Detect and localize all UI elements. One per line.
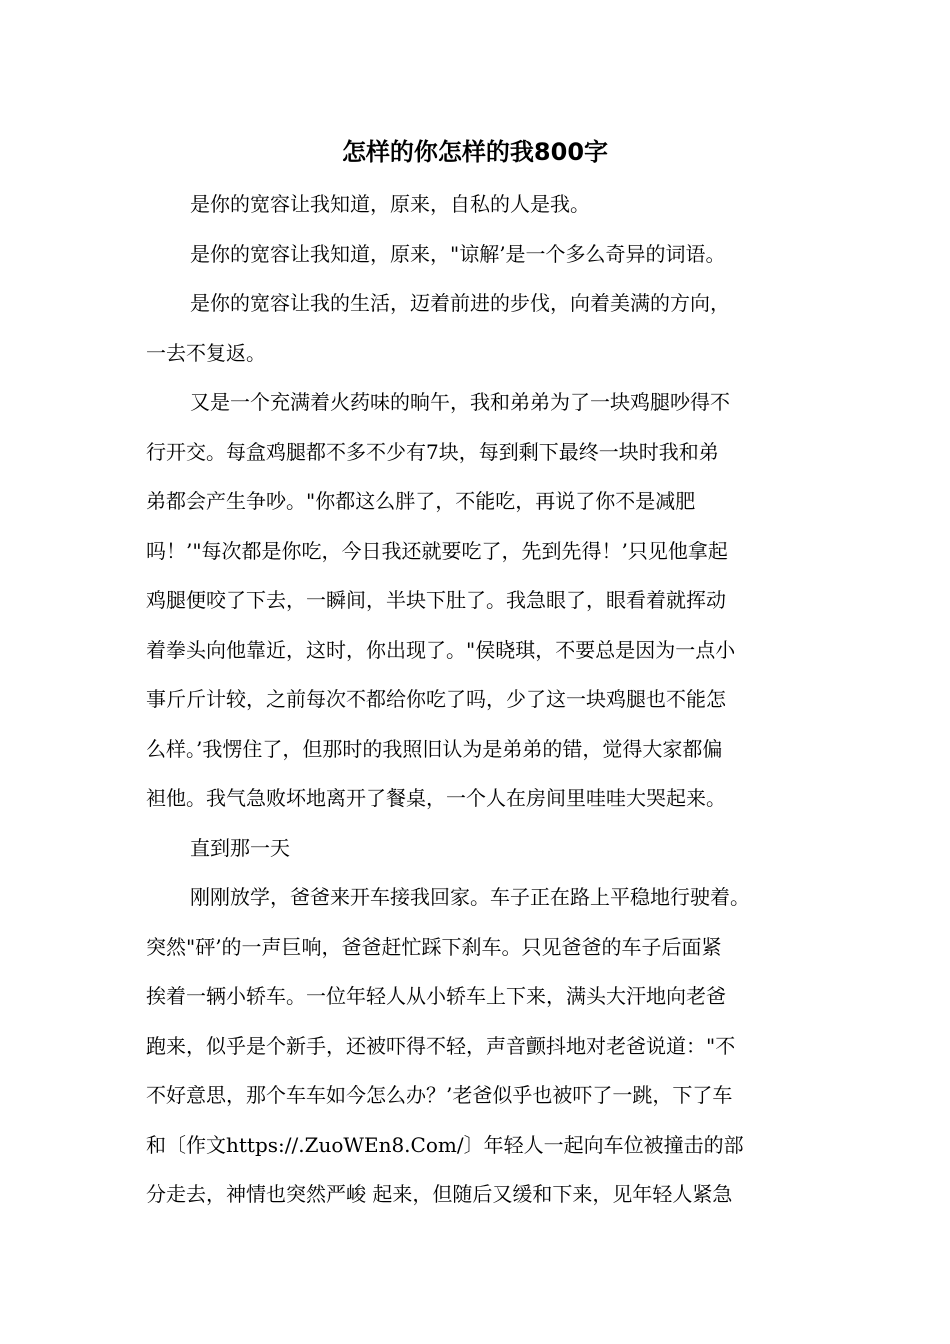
paragraph-line: 是你的宽容让我知道，原来，"谅解’是一个多么奇异的词语。 [190, 241, 726, 266]
paragraph-line: 么样。’我愣住了，但那时的我照旧认为是弟弟的错，觉得大家都偏 [146, 736, 723, 761]
paragraph-line: 吗！’"每次都是你吃，今日我还就要吃了，先到先得！’只见他拿起 [146, 538, 728, 563]
paragraph-line: 弟都会产生争吵。"你都这么胖了，不能吃，再说了你不是减肥 [146, 489, 696, 513]
paragraph-line: 不好意思，那个车车如今怎么办？’老爸似乎也被吓了一跳，下了车 [146, 1083, 733, 1107]
paragraph-line: 跑来，似乎是个新手，还被吓得不轻，声音颤抖地对老爸说道："不 [146, 1033, 736, 1058]
paragraph-line: 和〔作文https://.ZuoWEn8.Com/〕年轻人一起向车位被撞击的部 [146, 1132, 744, 1157]
paragraph-line: 又是一个充满着火药味的晌午，我和弟弟为了一块鸡腿吵得不 [190, 390, 730, 414]
paragraph-line: 鸡腿便咬了下去，一瞬间，半块下肚了。我急眼了，眼看着就挥动 [146, 588, 726, 612]
paragraph-line: 挨着一辆小轿车。一位年轻人从小轿车上下来，满头大汗地向老爸 [146, 984, 726, 1008]
paragraph-line: 着拳头向他靠近，这时，你出现了。"侯晓琪，不要总是因为一点小 [146, 637, 736, 662]
paragraph-line: 袒他。我气急败坏地离开了餐桌，一个人在房间里哇哇大哭起来。 [146, 786, 726, 810]
paragraph-line: 一去不复返。 [146, 340, 266, 365]
document-body [146, 180, 826, 1220]
paragraph-line: 突然"砰’的一声巨响，爸爸赶忙踩下刹车。只见爸爸的车子后面紧 [146, 934, 722, 959]
paragraph-line: 是你的宽容让我的生活，迈着前进的步伐，向着美满的方向， [190, 291, 730, 315]
paragraph-line: 行开交。每盒鸡腿都不多不少有7块，每到剩下最终一块时我和弟 [146, 439, 719, 464]
paragraph-line: 事斤斤计较，之前每次不都给你吃了吗，少了这一块鸡腿也不能怎 [146, 687, 726, 711]
document-title: 怎样的你怎样的我800字 [341, 138, 609, 166]
paragraph-line: 直到那一天 [190, 835, 290, 860]
paragraph-line: 刚刚放学，爸爸来开车接我回家。车子正在路上平稳地行驶着。 [190, 885, 750, 909]
paragraph-line: 分走去，神情也突然严峻 起来，但随后又缓和下来，见年轻人紧急 [146, 1182, 733, 1206]
paragraph-line: 是你的宽容让我知道，原来，自私的人是我。 [190, 192, 590, 216]
